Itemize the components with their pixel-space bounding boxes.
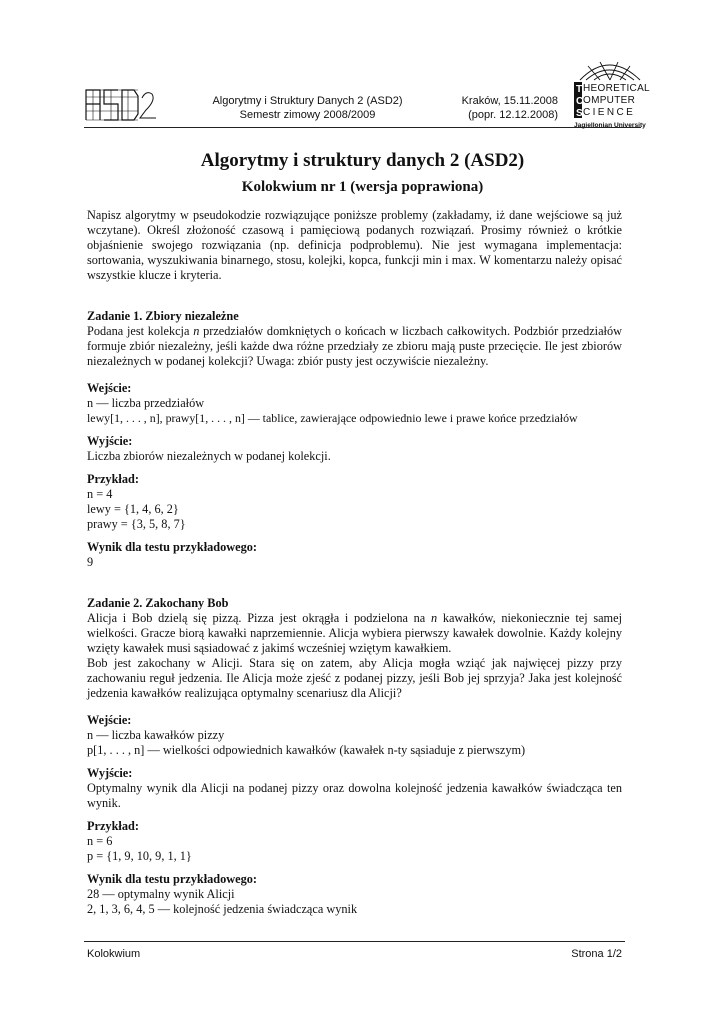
document-title: Algorytmy i struktury danych 2 (ASD2)	[200, 150, 525, 171]
task1-example-line: lewy = {1, 4, 6, 2}	[87, 502, 179, 516]
svg-text:T: T	[576, 84, 583, 95]
task1-input-line2: lewy[1, . . . , n], prawy[1, . . . , n] — tablice, zawierające odpowiednio lewe i prawe końce przedziałów	[87, 411, 578, 425]
task2-input-line1: n — liczba kawałków pizzy	[87, 728, 225, 742]
document-body	[87, 208, 622, 917]
task2-example-line: p = {1, 9, 10, 9, 1, 1}	[87, 849, 192, 863]
footer-rule	[84, 941, 625, 942]
document-subtitle: Kolokwium nr 1 (wersja poprawiona)	[241, 179, 484, 195]
footer-left: Kolokwium	[87, 948, 141, 960]
task2-input-line2: p[1, . . . , n] — wielkości odpowiednich kawałków (kawałek n-ty sąsiaduje z pierwszym)	[87, 743, 526, 757]
date-line: Kraków, 15.11.2008	[461, 95, 558, 107]
task1-heading: Zadanie 1. Zbiory niezależne	[87, 309, 239, 323]
task2-result-line: 28 — optymalny wynik Alicji	[87, 887, 235, 901]
tcs-logo	[570, 58, 648, 138]
task2-text-2: Bob jest zakochany w Alicji. Stara się on zatem, aby Alicja mogła wziąć jak najwięcej pizzy przy zachowaniu reguł jedzenia. Ile Alicja może zjeść z podanej pizzy, jeśli Bob jej sprzyja? Jaka jest kolejność jedzenia kawałków realizująca optymalny scenariusz dla Alicji?	[87, 656, 622, 700]
task1-result-line: 9	[87, 555, 94, 569]
task1-example-line: prawy = {3, 5, 8, 7}	[87, 517, 186, 531]
task1-example-heading: Przykład:	[87, 472, 139, 486]
course-header	[190, 94, 425, 122]
task1-result-heading: Wynik dla testu przykładowego:	[87, 540, 258, 554]
task2-result-line: 2, 1, 3, 6, 4, 5 — kolejność jedzenia świadcząca wynik	[87, 902, 358, 916]
task2-example-heading: Przykład:	[87, 819, 139, 833]
header-rule	[84, 127, 641, 128]
task1-output-text: Liczba zbiorów niezależnych w podanej kolekcji.	[87, 449, 331, 463]
date-header	[440, 94, 558, 122]
task1-output-heading: Wyjście:	[87, 434, 133, 448]
task2-example-line: n = 6	[87, 834, 113, 848]
semester-line: Semestr zimowy 2008/2009	[239, 109, 376, 121]
intro-paragraph: Napisz algorytmy w pseudokodzie rozwiązujące poniższe problemy (zakładamy, iż dane wejściowe są już wczytane). Określ złożoność czasową i pamięciową podanych rozwiązań. Prosimy również o krótkie objaśnienie swojego rozwiązania (np. definicja podproblemu). Nie jest wymagana implementacja: sortowania, wyszukiwania binarnego, stosu, kolejki, kopca, funkcji min i max. W komentarzu należy opisać wszystkie klucze i kryteria.	[87, 208, 622, 282]
tcs-logo-line1: HEORETICAL	[583, 83, 650, 94]
task2-input-heading: Wejście:	[87, 713, 132, 727]
task2-heading: Zadanie 2. Zakochany Bob	[87, 596, 229, 610]
tcs-logo-line3: CIENCE	[583, 107, 636, 118]
revised-line: (popr. 12.12.2008)	[468, 109, 558, 121]
task1-example-line: n = 4	[87, 487, 113, 501]
task2-text: Alicja i Bob dzielą się pizzą. Pizza jest okrągła i podzielona na n kawałków, niekoniecznie tej samej wielkości. Gracze biorą kawałki naprzemiennie. Alicja wybiera pierwszy kawałek dowolnie. Każdy kolejny wzięty kawałek musi sąsiadować z jakimś wcześniej wziętym kawałkiem.	[87, 611, 622, 655]
tcs-logo-line2: OMPUTER	[583, 95, 636, 106]
svg-text:C: C	[576, 96, 584, 107]
task2-output-text: Optymalny wynik dla Alicji na podanej pizzy oraz dowolna kolejność jedzenia kawałków świadcząca ten wynik.	[87, 781, 622, 810]
svg-text:S: S	[576, 108, 583, 119]
course-line: Algorytmy i Struktury Danych 2 (ASD2)	[212, 95, 403, 107]
asd2-logo	[84, 84, 156, 122]
task1-input-heading: Wejście:	[87, 381, 132, 395]
task2-result-heading: Wynik dla testu przykładowego:	[87, 872, 258, 886]
footer-page-number: Strona 1/2	[571, 948, 622, 960]
tcs-logo-university: Jagiellonian University	[574, 122, 646, 129]
task1-input-line1: n — liczba przedziałów	[87, 396, 205, 410]
task2-output-heading: Wyjście:	[87, 766, 133, 780]
task1-text: Podana jest kolekcja n przedziałów domkniętych o końcach w liczbach całkowitych. Podzbiór przedziałów formuje zbiór niezależny, jeśli każde dwa różne przedziały ze zbioru mają puste przecięcie. Ile jest zbiorów niezależnych w podanej kolekcji? Uwaga: zbiór pusty jest oczywiście niezależny.	[87, 324, 623, 368]
